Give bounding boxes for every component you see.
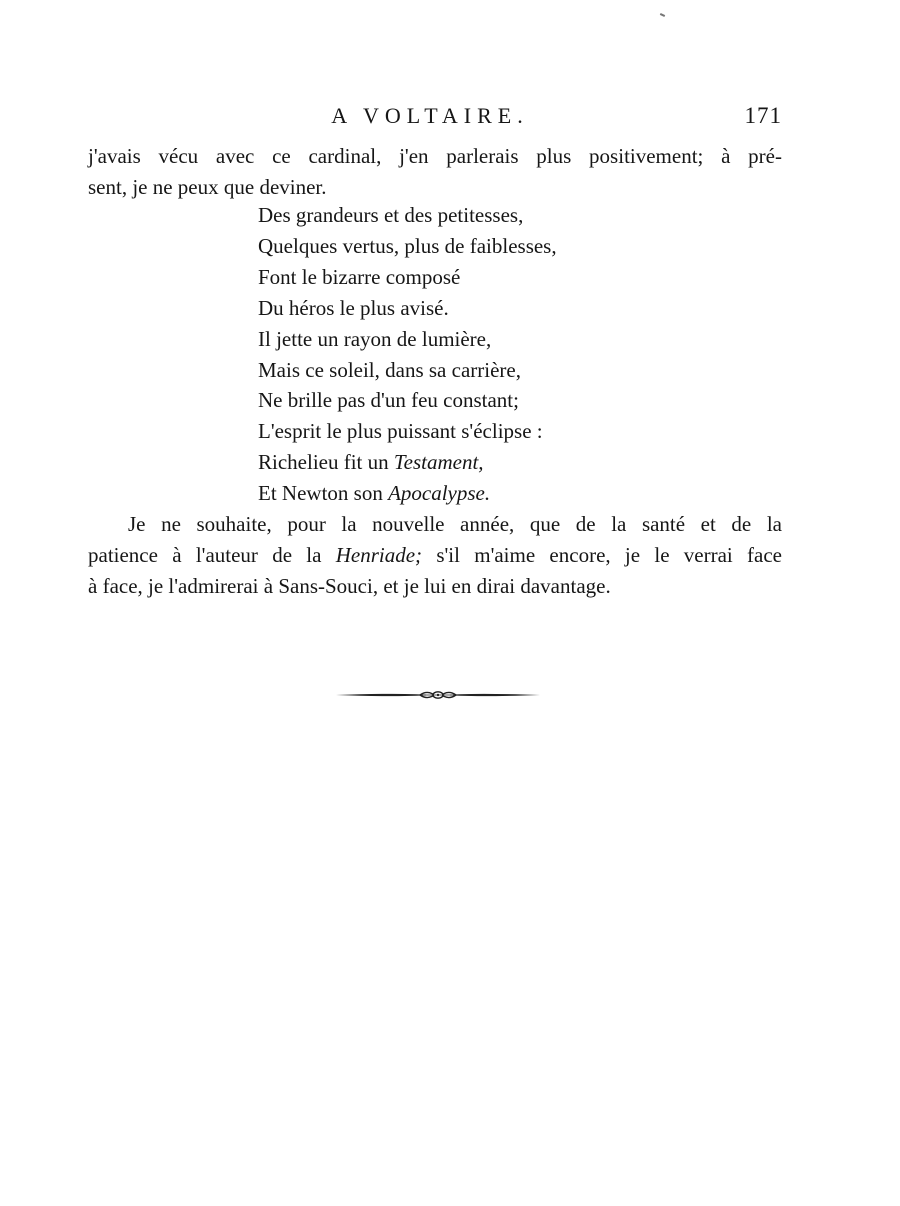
verse-line: Mais ce soleil, dans sa carrière, (258, 357, 521, 382)
verse-line: Il jette un rayon de lumière, (258, 326, 492, 351)
verse-line: Font le bizarre composé (258, 264, 461, 289)
paragraph-continued (88, 141, 782, 203)
verse-line (258, 478, 557, 509)
line-text: s'il m'aime encore, je le verrai face (422, 543, 782, 567)
verse-block (258, 200, 557, 509)
page-number: 171 (744, 103, 782, 128)
verse-text: Richelieu fit un (258, 450, 394, 475)
verse-line: Des grandeurs et des petitesses, (258, 203, 524, 227)
closing-paragraph (88, 509, 782, 602)
italic-title: Testament, (393, 450, 484, 475)
text-line: j'avais vécu avec ce cardinal, j'en parlerais plus positivement; à pré- (88, 144, 782, 168)
verse-line: L'esprit le plus puissant s'éclipse : (258, 419, 543, 444)
running-title: A VOLTAIRE. (331, 103, 529, 128)
text-line (88, 540, 782, 571)
verse-text: Et Newton son (258, 481, 389, 506)
verse-line (258, 447, 557, 478)
verse-line: Du héros le plus avisé. (258, 295, 449, 320)
verse-line: Quelques vertus, plus de faiblesses, (258, 233, 557, 258)
text-line: Je ne souhaite, pour la nouvelle année, que de la santé et de la (128, 512, 782, 536)
text-line: à face, je l'admirerai à Sans-Souci, et je lui en dirai davantage. (88, 574, 611, 598)
line-text: patience à l'auteur de la (88, 543, 336, 567)
italic-title: Apocalypse. (388, 481, 491, 506)
tailpiece-ornament-icon (336, 686, 540, 704)
print-speck (660, 13, 665, 17)
running-head (0, 99, 900, 133)
verse-line: Ne brille pas d'un feu constant; (258, 388, 519, 413)
text-line: sent, je ne peux que deviner. (88, 175, 327, 199)
italic-title: Henriade; (335, 543, 423, 567)
